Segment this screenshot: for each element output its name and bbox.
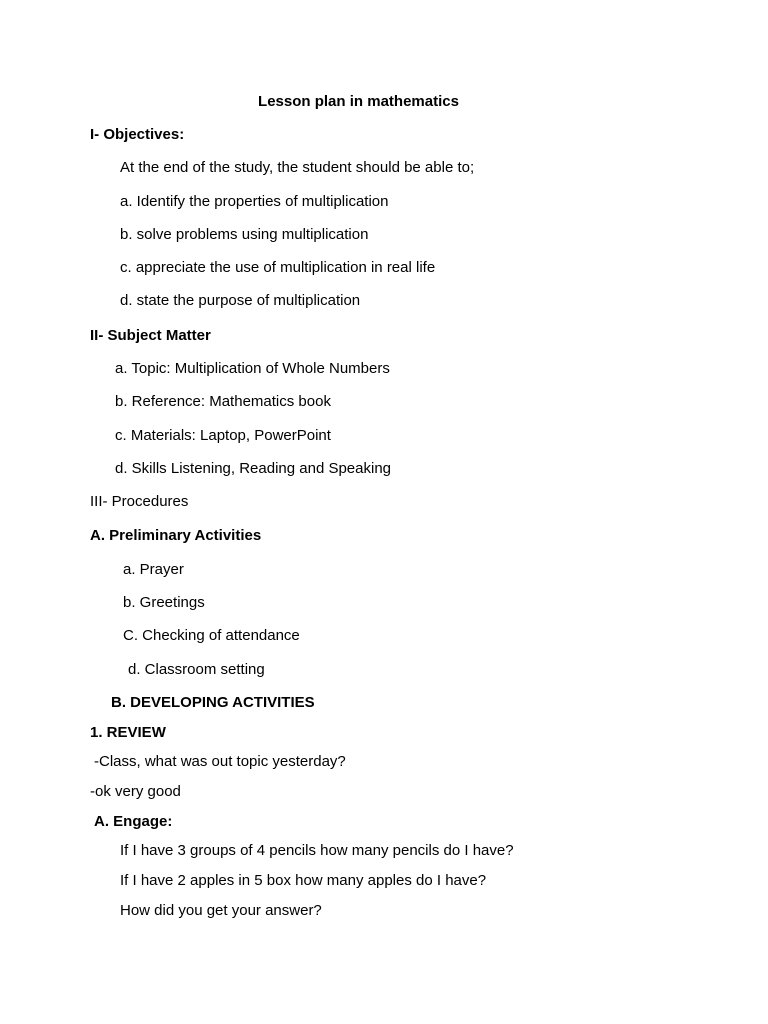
preliminary-item: d. Classroom setting xyxy=(128,661,265,678)
procedures-heading: III- Procedures xyxy=(90,493,189,510)
objective-item: d. state the purpose of multiplication xyxy=(120,292,361,309)
preliminary-heading: A. Preliminary Activities xyxy=(90,527,262,544)
subject-matter-item: c. Materials: Laptop, PowerPoint xyxy=(115,427,331,444)
subject-matter-item: b. Reference: Mathematics book xyxy=(115,393,331,410)
engage-line: If I have 2 apples in 5 box how many apples do I have? xyxy=(120,872,487,889)
preliminary-item: a. Prayer xyxy=(123,561,184,578)
objective-item: a. Identify the properties of multiplication xyxy=(120,193,389,210)
engage-heading: A. Engage: xyxy=(94,813,173,830)
engage-line: How did you get your answer? xyxy=(120,902,322,919)
objective-item: c. appreciate the use of multiplication in real life xyxy=(120,259,436,276)
subject-matter-item: a. Topic: Multiplication of Whole Numbers xyxy=(115,360,390,377)
review-line: -Class, what was out topic yesterday? xyxy=(94,753,346,770)
subject-matter-heading: II- Subject Matter xyxy=(90,327,211,344)
page-title: Lesson plan in mathematics xyxy=(258,93,459,110)
subject-matter-item: d. Skills Listening, Reading and Speaking xyxy=(115,460,392,477)
engage-line: If I have 3 groups of 4 pencils how many pencils do I have? xyxy=(120,842,514,859)
preliminary-item: b. Greetings xyxy=(123,594,205,611)
objectives-intro: At the end of the study, the student should be able to; xyxy=(120,159,475,176)
objectives-heading: I- Objectives: xyxy=(90,126,185,143)
objective-item: b. solve problems using multiplication xyxy=(120,226,369,243)
preliminary-item: C. Checking of attendance xyxy=(123,627,300,644)
review-heading: 1. REVIEW xyxy=(90,724,166,741)
review-line: -ok very good xyxy=(90,783,181,800)
developing-heading: B. DEVELOPING ACTIVITIES xyxy=(111,694,315,711)
